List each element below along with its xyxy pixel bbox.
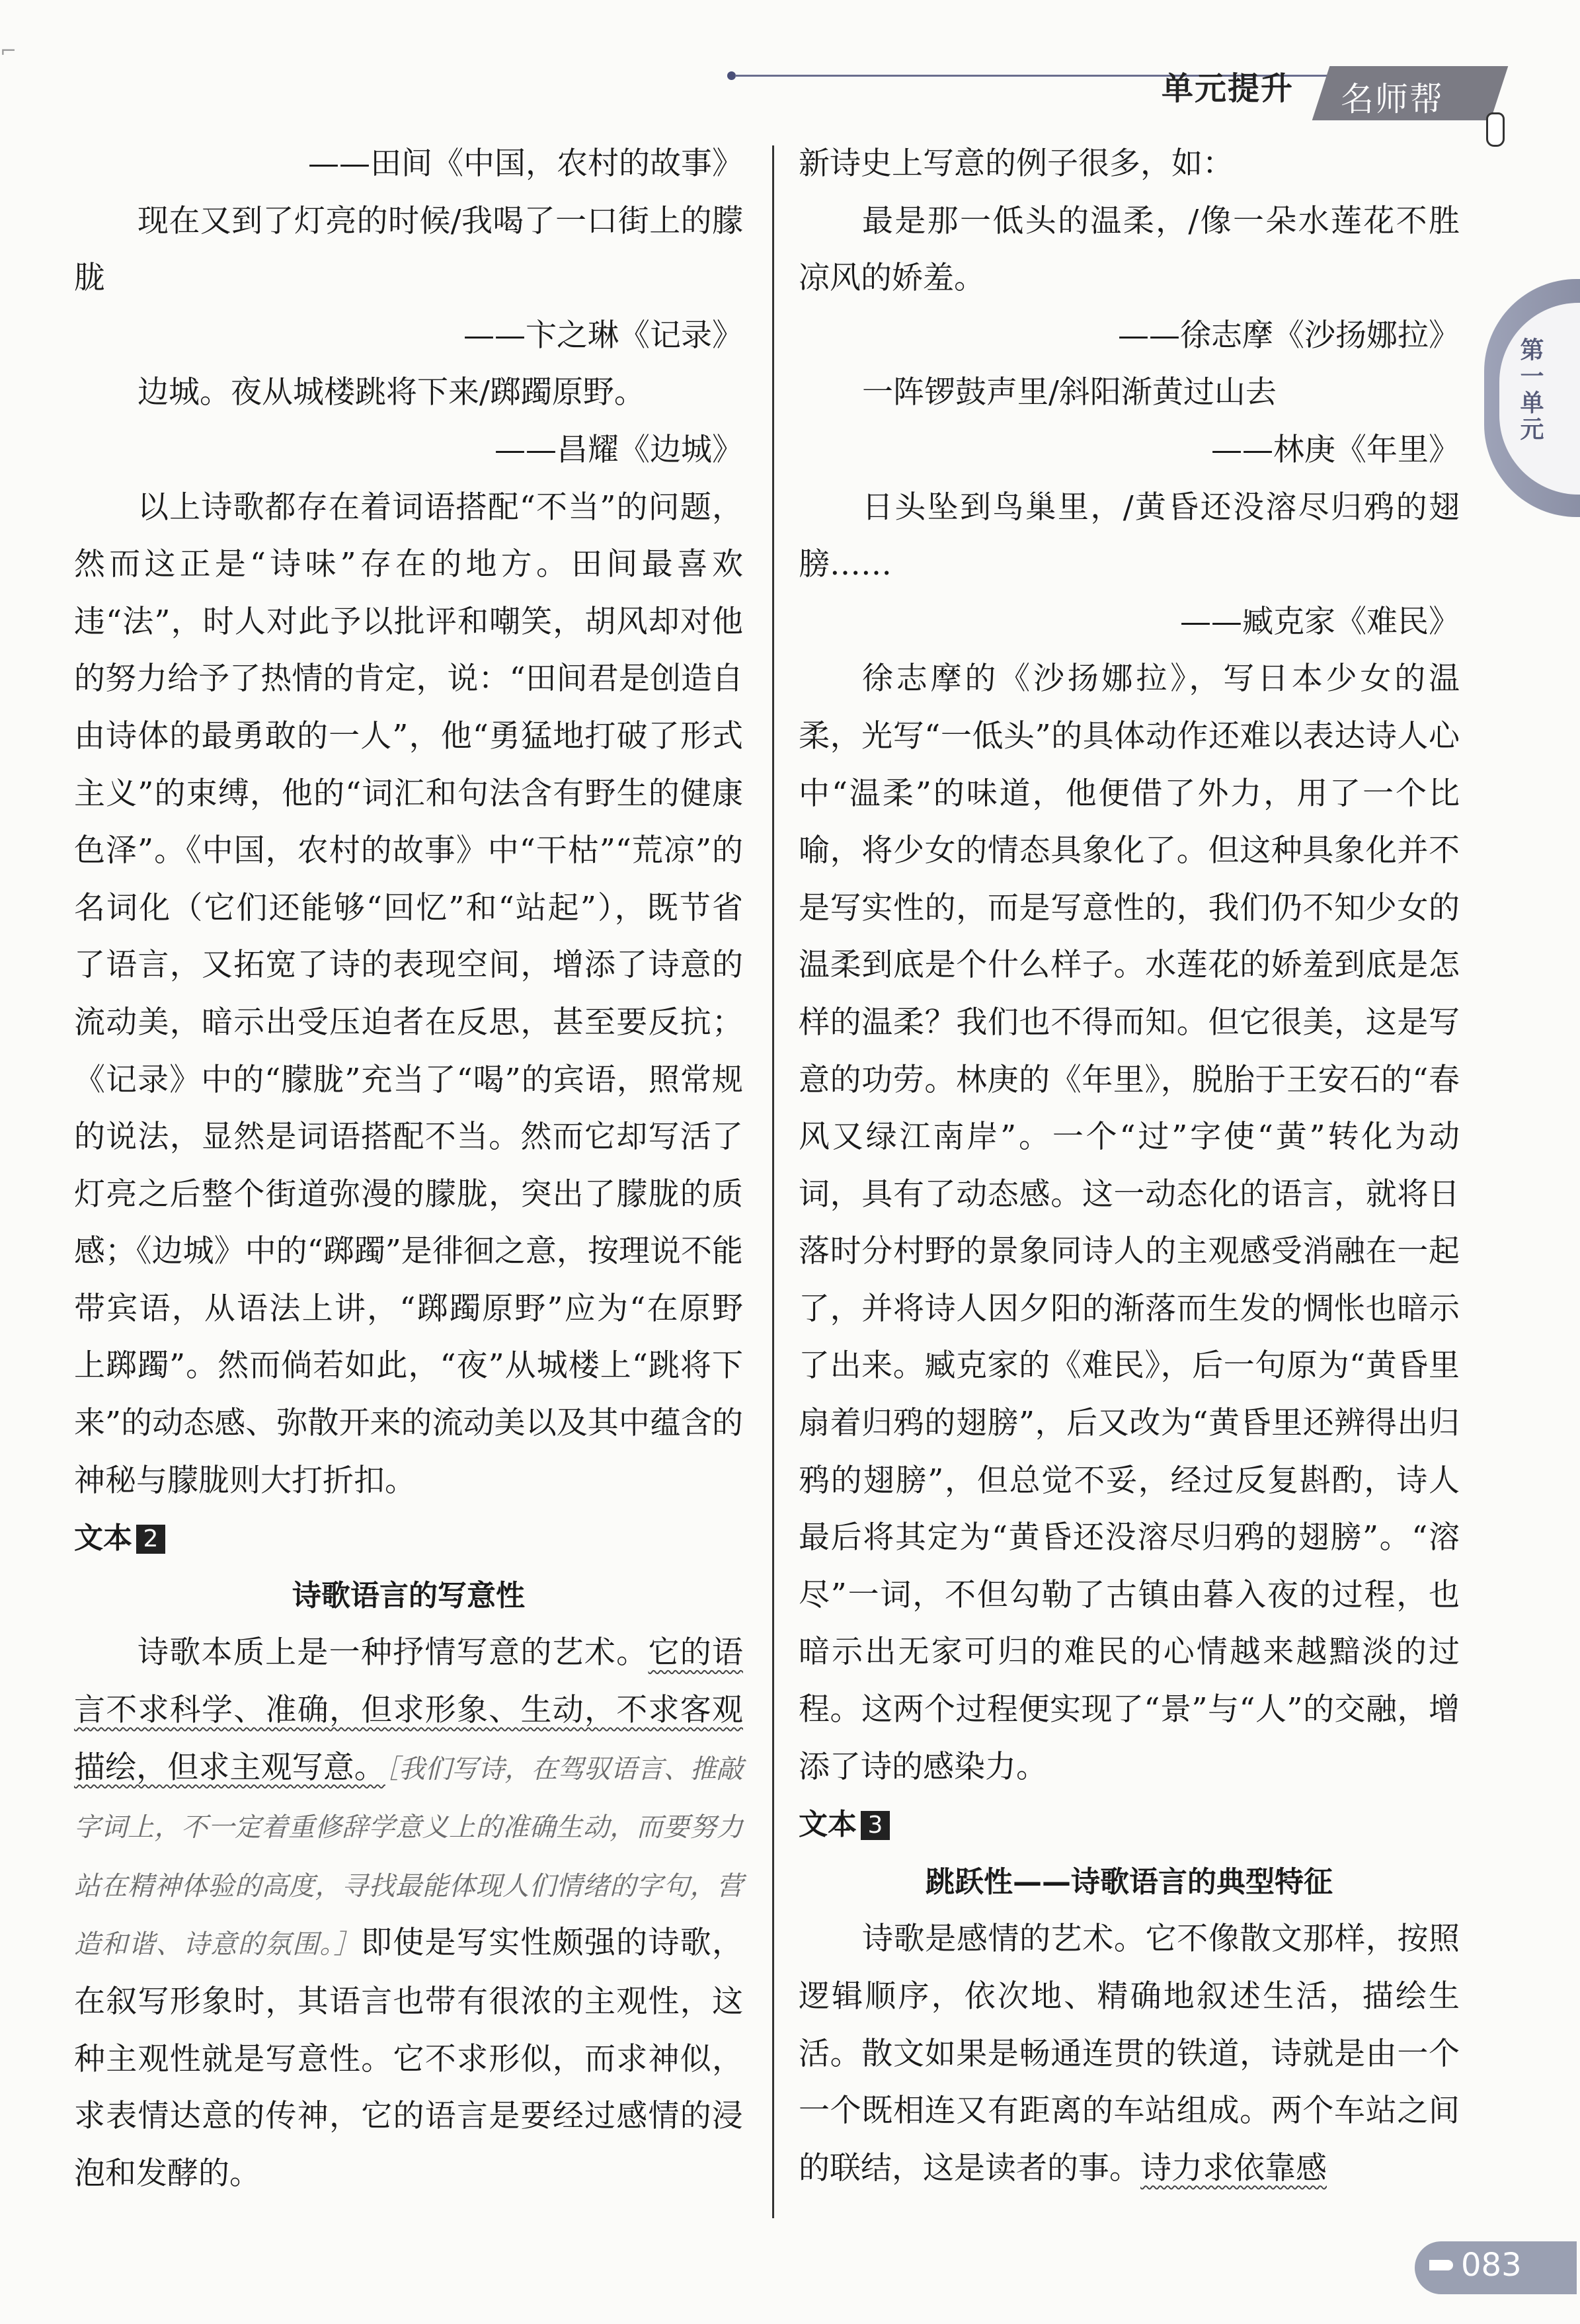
section-3-title: 跳跃性——诗歌语言的典型特征 [926,1864,1333,1899]
section-2-title: 诗歌语言的写意性 [292,1578,525,1613]
section-label: 文本 [74,1521,132,1556]
section-2-heading [74,1509,743,1568]
poem-source: ——臧克家《难民》 [1180,603,1460,640]
pen-icon [1429,2260,1453,2270]
body-paragraph: 徐志摩的《沙扬娜拉》，写日本少女的温柔，光写“一低头”的具体动作还难以表达诗人心中“温柔”的味道，他便借了外力，用了一个比喻，将少女的情态具象化了。但这种具象化并不是写实性的，而是写意性的，我们仍不知少女的温柔到底是个什么样子。水莲花的娇羞到底是怎样的温柔？我们也不得而知。但它很美，这是写意的功劳。林庚的《年里》，脱胎于王安石的“春风又绿江南岸”。一个“过”字使“黄”转化为动词，具有了动态感。这一动态化的语言，就将日落时分村野的景象同诗人的主观感受消融在一起了，并将诗人因夕阳的渐落而生发的惆怅也暗示了出来。臧克家的《难民》，后一句原为“黄昏里扇着归鸦的翅膀”，后又改为“黄昏里还辨得出归鸦的翅膀”，但总觉不妥，经过反复斟酌，诗人最后将其定为“黄昏还没溶尽归鸦的翅膀”。“溶尽”一词，不但勾勒了古镇由暮入夜的过程，也暗示出无家可归的难民的心情越来越黯淡的过程。这两个过程便实现了“景”与“人”的交融，增添了诗的感染力。 [799,661,1460,1785]
body-line: 新诗史上写意的例子很多，如： [799,145,1234,182]
poem-source: ——田间《中国，农村的故事》 [308,145,743,182]
left-column [74,136,743,2202]
lightbulb-icon [1486,112,1505,147]
body-paragraph [74,1624,743,2202]
annotation-note: ［我们写诗，在驾驭语言、推敲字词上，不一定着重修辞学意义上的准确生动，而要努力站在精神体验的高度，寻找最能体现人们情绪的字句，营造和谐、诗意的氛围。］ [74,1753,744,1960]
text-span: 诗歌本质上是一种抒情写意的艺术。 [138,1634,649,1671]
right-column [799,136,1460,2197]
text-span: 即使是写实性颇强的诗歌，在叙写形象时，其语言也带有很浓的主观性，这种主观性就是写意性。它不求形似，而求神似，求表情达意的传神，它的语言是要经过感情的浸泡和发酵的。 [74,1925,743,2192]
body-paragraph: 以上诗歌都存在着词语搭配“不当”的问题，然而这正是“诗味”存在的地方。田间最喜欢违“法”，时人对此予以批评和嘲笑，胡风却对他的努力给予了热情的肯定，说：“田间君是创造自由诗体的最勇敢的一人”，他“勇猛地打破了形式主义”的束缚，他的“词汇和句法含有野生的健康色泽”。《中国，农村的故事》中“干枯”“荒凉”的名词化（它们还能够“回忆”和“站起”），既节省了语言，又拓宽了诗的表现空间，增添了诗意的流动美，暗示出受压迫者在反思，甚至要反抗；《记录》中的“朦胧”充当了“喝”的宾语，照常规的说法，显然是词语搭配不当。然而它却写活了灯亮之后整个街道弥漫的朦胧，突出了朦胧的质感；《边城》中的“踯躅”是徘徊之意，按理说不能带宾语，从语法上讲，“踯躅原野”应为“在原野上踯躅”。然而倘若如此，“夜”从城楼上“跳将下来”的动态感、弥散开来的流动美以及其中蕴含的神秘与朦胧则大打折扣。 [74,489,743,1499]
text-span: 诗歌是感情的艺术。它不像散文那样，按照逻辑顺序，依次地、精确地叙述生活，描绘生活。散文如果是畅通连贯的铁道，诗就是由一个一个既相连又有距离的车站组成。两个车站之间的联结，这是读者的事。 [799,1921,1460,2186]
poem-source: ——卞之琳《记录》 [463,317,743,354]
header-title: 单元提升 [1162,70,1294,107]
corner-mark: ⌐ [0,40,17,63]
header-tag: 名师帮 [1341,80,1444,118]
column-divider [772,145,774,2218]
poem-line: 最是那一低头的温柔，/像一朵水莲花不胜凉风的娇羞。 [799,202,1460,297]
section-label: 文本 [799,1808,857,1842]
underlined-text: 它的语言不求科学、准确，但求形象、生动，不求客观描绘，但求主观写意。 [74,1634,744,1786]
poem-source: ——昌耀《边城》 [494,431,743,468]
poem-line: 日头坠到鸟巢里，/黄昏还没溶尽归鸦的翅膀…… [799,489,1460,583]
section-number: 2 [136,1525,165,1554]
page-number: 083 [1461,2247,1522,2284]
poem-line: 一阵锣鼓声里/斜阳渐黄过山去 [862,374,1277,411]
poem-source: ——徐志摩《沙扬娜拉》 [1118,317,1460,354]
poem-source: ——林庚《年里》 [1211,431,1460,468]
underlined-text: 诗力求依靠感 [1140,2149,1327,2186]
section-3-heading [799,1796,1460,1854]
section-number: 3 [861,1811,890,1840]
unit-tab-label: 第一单元 [1517,337,1544,443]
poem-line: 边城。夜从城楼跳将下来/踯躅原野。 [138,374,645,411]
poem-line: 现在又到了灯亮的时候/我喝了一口街上的朦胧 [74,202,743,297]
body-paragraph [799,1911,1460,2197]
